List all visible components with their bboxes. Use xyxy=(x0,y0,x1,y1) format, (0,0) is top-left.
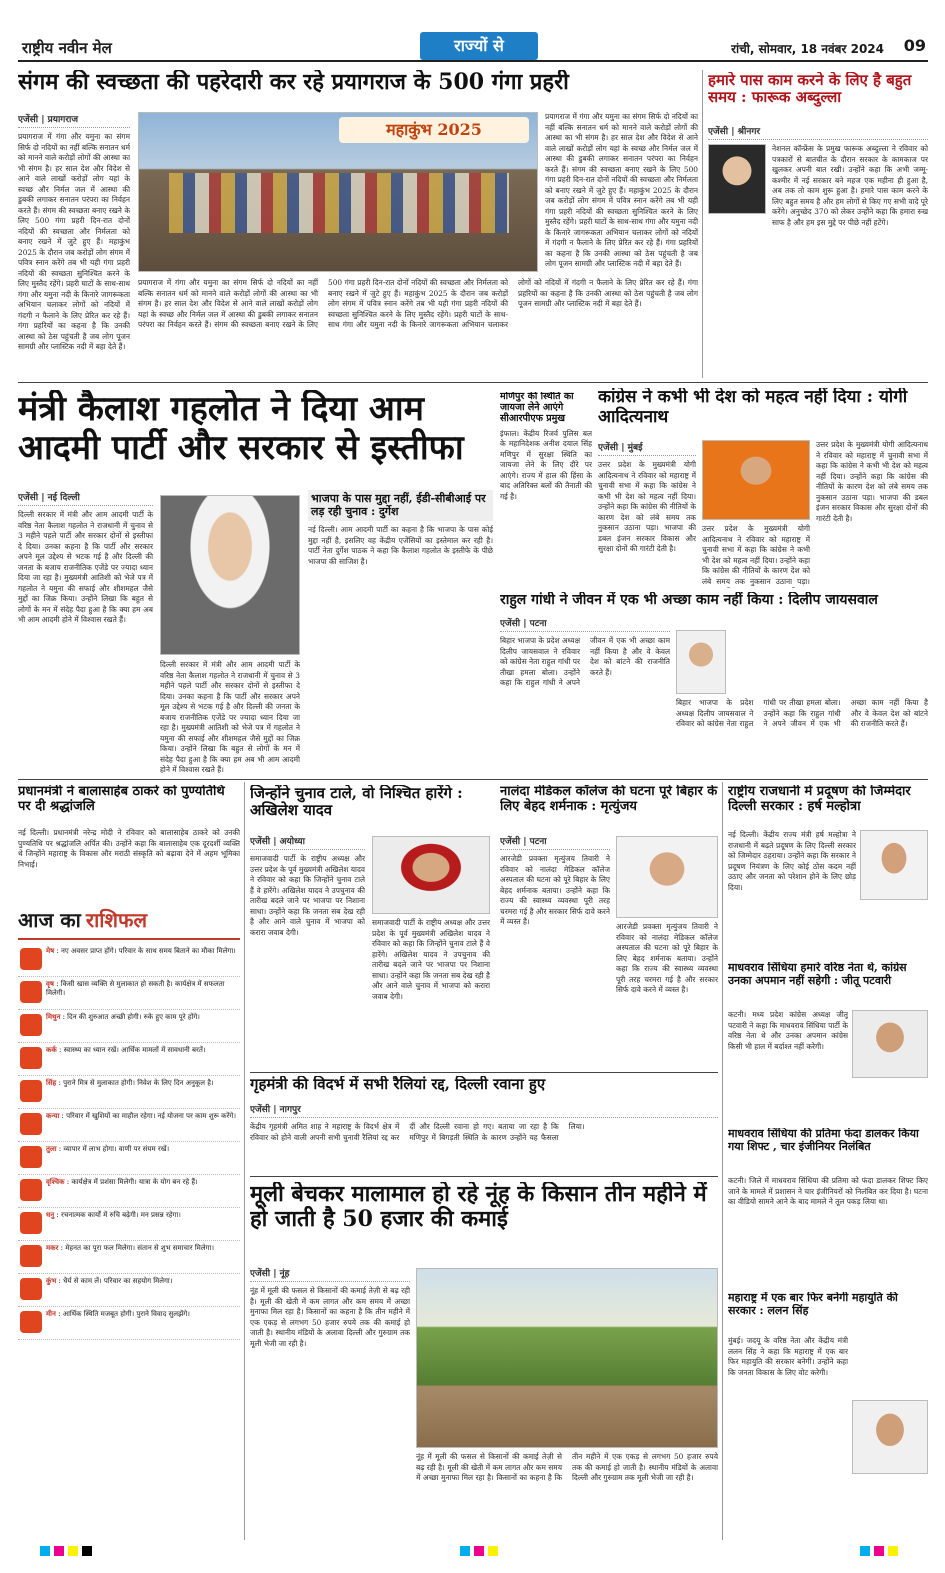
rashi-item: मेष : नए अवसर प्राप्त होंगे। परिवार के साथ समय बिताने का मौका मिलेगा। xyxy=(18,944,240,977)
yogi-photo xyxy=(702,440,810,520)
mahakumbh-badge: महाकुंभ 2025 xyxy=(339,117,529,143)
manipur-headline: मणिपुर की स्थिति का जायजा लेने आएंगे सीआरपीएफ प्रमुख xyxy=(500,392,574,424)
akhilesh-text: समाजवादी पार्टी के राष्ट्रीय अध्यक्ष और उत्तर प्रदेश के पूर्व मुख्यमंत्री अखिलेश यादव ने रविवार को कहा कि जिन्होंने चुनाव टाले हैं वे हारेंगे। अखिलेश यादव ने उपचुनाव की तारीख बदले जाने पर भाजपा पर निशाना साधा। उन्होंने कहा कि जनता सब देख रही है और आने वाले चुनाव में भाजपा को करारा जवाब देगी। xyxy=(250,854,365,937)
rashi-item: मीन : आर्थिक स्थिति मजबूत होगी। पुराने विवाद सुलझेंगे। xyxy=(18,1307,240,1340)
sangam-photo xyxy=(138,112,538,272)
pollution-headline: राष्ट्रीय राजधानी में प्रदूषण की जिम्मेदार दिल्ली सरकार : हर्ष मल्होत्रा xyxy=(728,785,911,814)
akhilesh-headline: जिन्होंने चुनाव टाले, वो निश्चित हारेंगे : अखिलेश यादव xyxy=(250,785,463,820)
registration-mark xyxy=(874,1546,884,1556)
farooq-text: नेशनल कॉन्फ्रेंस के प्रमुख फारूक अब्दुल्ला ने रविवार को पत्रकारों से बातचीत के दौरान सरकार के कामकाज पर खुलकर अपनी बात रखी। उन्होंने कहा कि अभी जम्मू-कश्मीर में नई सरकार बने महज एक महीना ही हुआ है, अब तक तो काम शुरू हुआ है। हमारे पास काम करने के लिए बहुत समय है और हम लोगों से किए गए सभी वादे पूरे करेंगे। अनुच्छेद 370 को लेकर उन्होंने कहा कि हमारा रुख साफ है और हम इस मुद्दे पर पीछे नहीं हटेंगे। xyxy=(772,144,928,227)
rashifal-header xyxy=(18,906,240,940)
pm-headline: प्रधानमंत्री ने बालासाहेब ठाकरे को पुण्यतिथि पर दी श्रद्धांजलि xyxy=(18,785,225,814)
sangam-text-right: प्रयागराज में गंगा और यमुना का संगम सिर्फ दो नदियों का नहीं बल्कि सनातन धर्म को मानने वाले करोड़ों लोगों की आस्था का भी संगम है। हर साल देश और विदेश से आने वाले लाखों करोड़ों लोग यहां के स्वच्छ और निर्मल जल में आस्था की डुबकी लगाकर सनातन परंपरा का निर्वहन करते हैं। संगम की स्वच्छता बनाए रखने के लिए 500 गंगा प्रहरी दिन-रात दोनों नदियों की स्वच्छता और निर्मलता को बनाए रखने में जुटे हुए हैं। महाकुंभ 2025 के दौरान जब करोड़ों लोग संगम में पवित्र स्नान करेंगे तब भी यही गंगा प्रहरी नदियों की स्वच्छता सुनिश्चित करने के लिए मुस्तैद रहेंगे। प्रहरी घाटों के साथ-साथ गंगा और यमुना नदी के किनारे जागरूकता अभियान चलाकर लोगों को नदियों में गंदगी न फैलाने के लिए प्रेरित कर रहे हैं। गंगा प्रहरियों का कहना है कि उनकी आस्था को ठेस पहुंचती है जब लोग पूजन सामग्री और प्लास्टिक नदी में बहा देते हैं। xyxy=(545,112,698,269)
yogi-headline-box xyxy=(598,388,928,436)
farooq-body xyxy=(708,124,928,378)
farooq-byline: एजेंसी | श्रीनगर xyxy=(708,124,928,140)
yogi-byline: एजेंसी | मुंबई xyxy=(598,440,696,456)
sangam-headline: संगम की स्वच्छता की पहरेदारी कर रहे प्रयागराज के 500 गंगा प्रहरी xyxy=(18,70,569,95)
farooq-headline: हमारे पास काम करने के लिए है बहुत समय : फारूक अब्दुल्ला xyxy=(708,72,912,107)
rashi-item: वृश्चिक : कार्यक्षेत्र में प्रशंसा मिलेगी। यात्रा के योग बन रहे हैं। xyxy=(18,1175,240,1208)
yogi-col-mid xyxy=(702,524,810,588)
masthead xyxy=(18,32,928,62)
pisces-icon xyxy=(20,1311,42,1333)
pollution-text: नई दिल्ली। केंद्रीय राज्य मंत्री हर्ष मल्होत्रा ने राजधानी में बढ़ते प्रदूषण के लिए दिल्ली सरकार को जिम्मेदार ठहराया। उन्होंने कहा कि सरकार ने प्रदूषण नियंत्रण के लिए कोई ठोस कदम नहीं उठाए और जनता को परेशान होने के लिए छोड़ दिया। xyxy=(728,830,856,892)
yogi-text-mid: उत्तर प्रदेश के मुख्यमंत्री योगी आदित्यनाथ ने रविवार को महाराष्ट्र में चुनावी सभा में कहा कि कांग्रेस ने कभी भी देश को महत्व नहीं दिया। उन्होंने कहा कि कांग्रेस की नीतियों के कारण देश को लंबे समय तक नुकसान उठाना पड़ा। xyxy=(702,524,810,586)
rahul-body xyxy=(500,616,670,776)
pm-headline-box xyxy=(18,785,240,825)
madhavrao-headline: माधवराव सिंधिया की प्रतिमा फंदा डालकर किया गया शिफ्ट , चार इंजीनियर निलंबित xyxy=(728,1128,919,1153)
registration-mark xyxy=(54,1546,64,1556)
durgesh-headline: भाजपा के पास मुद्दा नहीं, ईडी-सीबीआई पर लड़ रही चुनाव : दुर्गेश xyxy=(308,490,493,521)
kailash-byline: एजेंसी | नई दिल्ली xyxy=(18,490,153,506)
akhilesh-byline: एजेंसी | अयोध्या xyxy=(250,834,365,850)
section-rule-4 xyxy=(250,1176,718,1177)
section-rule xyxy=(18,382,928,383)
dateline: रांची, सोमवार, 18 नवंबर 2024 xyxy=(731,42,884,56)
farooq-headline-box xyxy=(708,72,928,118)
section-banner: राज्यों से xyxy=(420,32,538,60)
yogi-col-left xyxy=(598,440,696,588)
column-divider-3 xyxy=(722,782,723,1540)
akhilesh-headline-box xyxy=(250,785,490,831)
nalanda-col-right xyxy=(616,922,718,1068)
rahul-headline-box xyxy=(500,592,928,612)
kailash-headline: मंत्री कैलाश गहलोत ने दिया आम आदमी पार्टी और सरकार से इस्तीफा xyxy=(18,390,464,469)
page-number: 09 xyxy=(903,36,926,55)
sangam-col-left xyxy=(18,112,130,380)
shah-text: केंद्रीय गृहमंत्री अमित शाह ने महाराष्ट्र के विदर्भ क्षेत्र में रविवार को होने वाली अपनी सभी चुनावी रैलियां रद्द कर दीं और दिल्ली रवाना हो गए। बताया जा रहा है कि मणिपुर में बिगड़ती स्थिति के कारण उन्होंने यह फैसला लिया। xyxy=(250,1122,585,1142)
libra-icon xyxy=(20,1146,42,1168)
sangam-byline: एजेंसी | प्रयागराज xyxy=(18,112,130,128)
rashifal-prefix: आज का xyxy=(18,908,81,932)
maharashtra-body xyxy=(728,1336,848,1536)
lalan-photo xyxy=(852,1400,928,1474)
rashi-item: धनु : रचनात्मक कार्यों में रुचि बढ़ेगी। मन प्रसन्न रहेगा। xyxy=(18,1208,240,1241)
nalanda-text-right: आरजेडी प्रवक्ता मृत्युंजय तिवारी ने रविवार को नालंदा मेडिकल कॉलेज अस्पताल की घटना को पूरे बिहार के लिए बेहद शर्मनाक बताया। उन्होंने कहा कि राज्य की स्वास्थ्य व्यवस्था पूरी तरह चरमरा गई है और सरकार सिर्फ दावे करने में व्यस्त है। xyxy=(616,922,718,995)
nalanda-photo xyxy=(616,836,718,918)
akhilesh-text-right: समाजवादी पार्टी के राष्ट्रीय अध्यक्ष और उत्तर प्रदेश के पूर्व मुख्यमंत्री अखिलेश यादव ने रविवार को कहा कि जिन्होंने चुनाव टाले हैं वे हारेंगे। अखिलेश यादव ने उपचुनाव की तारीख बदले जाने पर भाजपा पर निशाना साधा। उन्होंने कहा कि जनता सब देख रही है और आने वाले चुनाव में भाजपा को करारा जवाब देगी। xyxy=(372,918,490,1001)
nuh-headline: मूली बेचकर मालामाल हो रहे नूंह के किसान तीन महीने में हो जाती है 50 हजार की कमाई xyxy=(250,1182,707,1233)
rashifal-title: राशिफल xyxy=(85,908,148,932)
taurus-icon xyxy=(20,981,42,1003)
jitu-body xyxy=(728,1010,848,1122)
newspaper-logo: राष्ट्रीय नवीन मेल xyxy=(22,39,112,57)
crowd-figures xyxy=(169,173,509,233)
manipur-brief xyxy=(500,392,592,584)
kailash-text: दिल्ली सरकार में मंत्री और आम आदमी पार्टी के वरिष्ठ नेता कैलाश गहलोत ने राजधानी में चुनाव से 3 महीने पहले पार्टी और सरकार दोनों से इस्तीफा दे दिया। उनका कहना है कि पार्टी और सरकार अपने मूल उद्देश्य से भटक गई है और दिल्ली की जनता के बजाय राजनीतिक एजेंडे पर ज्यादा ध्यान दिया जा रहा है। मुख्यमंत्री आतिशी को भेजे पत्र में गहलोत ने यमुना की सफाई और शीशमहल जैसे मुद्दों का जिक्र किया। उन्होंने लिखा कि बहुत से लोगों के मन में संदेह पैदा हुआ है कि क्या हम अब भी आम आदमी होने में विश्वास रखते हैं। xyxy=(18,510,153,625)
rashi-item: वृष : किसी खास व्यक्ति से मुलाकात हो सकती है। कार्यक्षेत्र में सफलता मिलेगी। xyxy=(18,977,240,1010)
nuh-headline-box xyxy=(250,1182,718,1262)
capricorn-icon xyxy=(20,1245,42,1267)
nuh-col-right xyxy=(416,1452,718,1540)
sangam-text-continued: प्रयागराज में गंगा और यमुना का संगम सिर्फ दो नदियों का नहीं बल्कि सनातन धर्म को मानने वाले करोड़ों लोगों की आस्था का भी संगम है। हर साल देश और विदेश से आने वाले लाखों करोड़ों लोग यहां के स्वच्छ और निर्मल जल में आस्था की डुबकी लगाकर सनातन परंपरा का निर्वहन करते हैं। संगम की स्वच्छता बनाए रखने के लिए 500 गंगा प्रहरी दिन-रात दोनों नदियों की स्वच्छता और निर्मलता को बनाए रखने में जुटे हुए हैं। महाकुंभ 2025 के दौरान जब करोड़ों लोग संगम में पवित्र स्नान करेंगे तब भी यही गंगा प्रहरी नदियों की स्वच्छता सुनिश्चित करने के लिए मुस्तैद रहेंगे। प्रहरी घाटों के साथ-साथ गंगा और यमुना नदी के किनारे जागरूकता अभियान चलाकर लोगों को नदियों में गंदगी न फैलाने के लिए प्रेरित कर रहे हैं। गंगा प्रहरियों का कहना है कि उनकी आस्था को ठेस पहुंचती है जब लोग पूजन सामग्री और प्लास्टिक नदी में बहा देते हैं। xyxy=(138,278,698,330)
nuh-col-left xyxy=(250,1266,410,1540)
shah-headline-box xyxy=(250,1076,718,1100)
patwari-photo xyxy=(852,1010,928,1078)
akhilesh-col-right xyxy=(372,918,490,1068)
nalanda-headline-box xyxy=(500,785,718,831)
kailash-photo xyxy=(160,495,300,655)
madhavrao-text: कटनी। जिले में माधवराव सिंधिया की प्रतिमा को फंदा डालकर शिफ्ट किए जाने के मामले में प्रशासन ने चार इंजीनियरों को निलंबित कर दिया है। घटना का वीडियो सामने आने के बाद मामले ने तूल पकड़ लिया था। xyxy=(728,1176,928,1207)
nuh-byline: एजेंसी | नूंह xyxy=(250,1266,410,1282)
virgo-icon xyxy=(20,1113,42,1135)
section-rule-3 xyxy=(250,1072,718,1073)
nuh-text: नूंह में मूली की फसल से किसानों की कमाई तेज़ी से बढ़ रही है। मूली की खेती में कम लागत और कम समय में अच्छा मुनाफा मिल रहा है। किसानों का कहना है कि तीन महीने में एक एकड़ से लगभग 50 हजार रुपये तक की कमाई हो जाती है। स्थानीय मंडियों के अलावा दिल्ली और गुरुग्राम तक मूली भेजी जा रही है। xyxy=(250,1286,410,1348)
farooq-photo xyxy=(708,144,766,214)
shah-body xyxy=(250,1102,718,1174)
rahul-text-right: बिहार भाजपा के प्रदेश अध्यक्ष दिलीप जायसवाल ने रविवार को कांग्रेस नेता राहुल गांधी पर तीखा हमला बोला। उन्होंने कहा कि राहुल गांधी ने अपने जीवन में एक भी अच्छा काम नहीं किया है और वे केवल देश को बांटने की राजनीति करते हैं। xyxy=(676,698,928,729)
maharashtra-text: मुंबई। जदयू के वरिष्ठ नेता और केंद्रीय मंत्री ललन सिंह ने कहा कि महाराष्ट्र में एक बार फिर महायुति की सरकार बनेगी। उन्होंने कहा कि जनता विकास के लिए वोट करेगी। xyxy=(728,1336,848,1377)
yogi-col-right xyxy=(816,440,928,588)
registration-mark xyxy=(888,1546,898,1556)
nalanda-byline: एजेंसी | पटना xyxy=(500,834,610,850)
durgesh-box xyxy=(308,490,493,774)
nalanda-col-left xyxy=(500,834,610,1068)
pollution-body xyxy=(728,830,856,958)
nalanda-headline: नालंदा मेडिकल कॉलेज की घटना पूरे बिहार के लिए बेहद शर्मनाक : मृत्युंजय xyxy=(500,785,718,814)
column-divider xyxy=(702,70,703,378)
column-divider-2 xyxy=(244,782,245,1540)
akhilesh-photo xyxy=(372,836,490,914)
registration-mark xyxy=(68,1546,78,1556)
rahul-text: बिहार भाजपा के प्रदेश अध्यक्ष दिलीप जायसवाल ने रविवार को कांग्रेस नेता राहुल गांधी पर तीखा हमला बोला। उन्होंने कहा कि राहुल गांधी ने अपने जीवन में एक भी अच्छा काम नहीं किया है और वे केवल देश को बांटने की राजनीति करते हैं। xyxy=(500,636,670,688)
aries-icon xyxy=(20,948,42,970)
madhavrao-body xyxy=(728,1176,928,1286)
yogi-headline: कांग्रेस ने कभी भी देश को महत्व नहीं दिया : योगी आदित्यनाथ xyxy=(598,388,908,427)
rahul-headline: राहुल गांधी ने जीवन में एक भी अच्छा काम नहीं किया : दिलीप जायसवाल xyxy=(500,592,878,608)
nalanda-text: आरजेडी प्रवक्ता मृत्युंजय तिवारी ने रविवार को नालंदा मेडिकल कॉलेज अस्पताल की घटना को पूरे बिहार के लिए बेहद शर्मनाक बताया। उन्होंने कहा कि राज्य की स्वास्थ्य व्यवस्था पूरी तरह चरमरा गई है और सरकार सिर्फ दावे करने में व्यस्त है। xyxy=(500,854,610,927)
jitu-text: कटनी। मध्य प्रदेश कांग्रेस अध्यक्ष जीतू पटवारी ने कहा कि माधवराव सिंधिया पार्टी के वरिष्ठ नेता थे और उनका अपमान कांग्रेस किसी भी हाल में बर्दाश्त नहीं करेगी। xyxy=(728,1010,848,1051)
rahul-col-right xyxy=(676,698,928,776)
rashi-item: कर्क : स्वास्थ्य का ध्यान रखें। आर्थिक मामलों में सावधानी बरतें। xyxy=(18,1043,240,1076)
registration-mark xyxy=(82,1546,92,1556)
registration-mark xyxy=(488,1546,498,1556)
cancer-icon xyxy=(20,1047,42,1069)
rashifal-list xyxy=(18,944,240,1540)
scorpio-icon xyxy=(20,1179,42,1201)
rashi-item: कुंभ : धैर्य से काम लें। परिवार का सहयोग मिलेगा। xyxy=(18,1274,240,1307)
sangam-text: प्रयागराज में गंगा और यमुना का संगम सिर्फ दो नदियों का नहीं बल्कि सनातन धर्म को मानने वाले करोड़ों लोगों की आस्था का भी संगम है। हर साल देश और विदेश से आने वाले लाखों करोड़ों लोग यहां के स्वच्छ और निर्मल जल में आस्था की डुबकी लगाकर सनातन परंपरा का निर्वहन करते हैं। संगम की स्वच्छता बनाए रखने के लिए 500 गंगा प्रहरी दिन-रात दोनों नदियों की स्वच्छता और निर्मलता को बनाए रखने में जुटे हुए हैं। महाकुंभ 2025 के दौरान जब करोड़ों लोग संगम में पवित्र स्नान करेंगे तब भी यही गंगा प्रहरी नदियों की स्वच्छता सुनिश्चित करने के लिए मुस्तैद रहेंगे। प्रहरी घाटों के साथ-साथ गंगा और यमुना नदी के किनारे जागरूकता अभियान चलाकर लोगों को नदियों में गंदगी न फैलाने के लिए प्रेरित कर रहे हैं। गंगा प्रहरियों का कहना है कि उनकी आस्था को ठेस पहुंचती है जब लोग पूजन सामग्री और प्लास्टिक नदी में बहा देते हैं। xyxy=(18,132,130,352)
leo-icon xyxy=(20,1080,42,1102)
section-rule-2 xyxy=(18,779,928,780)
kailash-headline-box xyxy=(18,390,493,486)
shah-headline: गृहमंत्री की विदर्भ में सभी रैलियां रद्द, दिल्ली रवाना हुए xyxy=(250,1076,546,1093)
kailash-text-continued: दिल्ली सरकार में मंत्री और आम आदमी पार्टी के वरिष्ठ नेता कैलाश गहलोत ने राजधानी में चुनाव से 3 महीने पहले पार्टी और सरकार दोनों से इस्तीफा दे दिया। उनका कहना है कि पार्टी और सरकार अपने मूल उद्देश्य से भटक गई है और दिल्ली की जनता के बजाय राजनीतिक एजेंडे पर ज्यादा ध्यान दिया जा रहा है। मुख्यमंत्री आतिशी को भेजे पत्र में गहलोत ने यमुना की सफाई और शीशमहल जैसे मुद्दों का जिक्र किया। उन्होंने लिखा कि बहुत से लोगों के मन में संदेह पैदा हुआ है कि क्या हम अब भी आम आदमी होने में विश्वास रखते हैं। xyxy=(160,660,300,774)
madhavrao-headline-box xyxy=(728,1128,928,1172)
sangam-cols xyxy=(138,278,698,380)
akhilesh-col-left xyxy=(250,834,365,1068)
maharashtra-headline: महाराष्ट्र में एक बार फिर बनेगी महायुति की सरकार : ललन सिंह xyxy=(728,1292,898,1317)
registration-mark xyxy=(474,1546,484,1556)
sagittarius-icon xyxy=(20,1212,42,1234)
pollution-headline-box xyxy=(728,785,928,827)
malhotra-photo xyxy=(860,830,928,900)
yogi-text: उत्तर प्रदेश के मुख्यमंत्री योगी आदित्यनाथ ने रविवार को महाराष्ट्र में चुनावी सभा में कहा कि कांग्रेस ने कभी भी देश को महत्व नहीं दिया। उन्होंने कहा कि कांग्रेस की नीतियों के कारण देश को लंबे समय तक नुकसान उठाना पड़ा। भाजपा की डबल इंजन सरकार विकास और सुरक्षा दोनों की गारंटी देती है। xyxy=(598,460,696,554)
rashi-item: तुला : व्यापार में लाभ होगा। वाणी पर संयम रखें। xyxy=(18,1142,240,1175)
yogi-text-right: उत्तर प्रदेश के मुख्यमंत्री योगी आदित्यनाथ ने रविवार को महाराष्ट्र में चुनावी सभा में कहा कि कांग्रेस ने कभी भी देश को महत्व नहीं दिया। उन्होंने कहा कि कांग्रेस की नीतियों के कारण देश को लंबे समय तक नुकसान उठाना पड़ा। भाजपा की डबल इंजन सरकार विकास और सुरक्षा दोनों की गारंटी देती है। xyxy=(816,440,928,523)
rashi-item: कन्या : परिवार में खुशियों का माहौल रहेगा। नई योजना पर काम शुरू करेंगे। xyxy=(18,1109,240,1142)
pm-body xyxy=(18,828,240,900)
radish-farmers-photo xyxy=(416,1268,718,1448)
registration-mark xyxy=(460,1546,470,1556)
maharashtra-headline-box xyxy=(728,1292,928,1332)
rahul-byline: एजेंसी | पटना xyxy=(500,616,670,632)
sangam-col-right xyxy=(545,112,698,272)
manipur-text: इंफाल। केंद्रीय रिजर्व पुलिस बल के महानिदेशक अनीश दयाल सिंह मणिपुर में सुरक्षा स्थिति का जायजा लेने के लिए दौरे पर आएंगे। राज्य में हाल की हिंसा के बाद अतिरिक्त बलों की तैनाती की गई है। xyxy=(500,428,592,501)
gemini-icon xyxy=(20,1014,42,1036)
kailash-col-mid xyxy=(160,660,300,774)
sangam-headline-box xyxy=(18,70,698,100)
rahul-photo xyxy=(676,630,726,694)
aquarius-icon xyxy=(20,1278,42,1300)
shah-byline: एजेंसी | नागपुर xyxy=(250,1102,718,1118)
rashi-item: सिंह : पुराने मित्र से मुलाकात होगी। निवेश के लिए दिन अनुकूल है। xyxy=(18,1076,240,1109)
nuh-text-right: नूंह में मूली की फसल से किसानों की कमाई तेज़ी से बढ़ रही है। मूली की खेती में कम लागत और कम समय में अच्छा मुनाफा मिल रहा है। किसानों का कहना है कि तीन महीने में एक एकड़ से लगभग 50 हजार रुपये तक की कमाई हो जाती है। स्थानीय मंडियों के अलावा दिल्ली और गुरुग्राम तक मूली भेजी जा रही है। xyxy=(416,1452,718,1483)
durgesh-text: नई दिल्ली। आम आदमी पार्टी का कहना है कि भाजपा के पास कोई मुद्दा नहीं है, इसलिए वह केंद्रीय एजेंसियों का इस्तेमाल कर रही है। पार्टी नेता दुर्गेश पाठक ने कहा कि कैलाश गहलोत के इस्तीफे के पीछे भाजपा की साजिश है। xyxy=(308,525,493,566)
pm-text: नई दिल्ली। प्रधानमंत्री नरेन्द्र मोदी ने रविवार को बालासाहेब ठाकरे को उनकी पुण्यतिथि पर श्रद्धांजलि अर्पित की। उन्होंने कहा कि बालासाहेब एक दूरदर्शी व्यक्ति थे जिन्होंने महाराष्ट्र के विकास और मराठी संस्कृति को बढ़ावा देने में अहम भूमिका निभाई। xyxy=(18,828,240,869)
jitu-headline-box xyxy=(728,962,928,1006)
registration-mark xyxy=(860,1546,870,1556)
registration-mark xyxy=(40,1546,50,1556)
rashi-item: मिथुन : दिन की शुरुआत अच्छी होगी। रुके हुए काम पूरे होंगे। xyxy=(18,1010,240,1043)
kailash-col-left xyxy=(18,490,153,774)
jitu-headline: माधवराव सिंधिया हमारे वरिष्ठ नेता थे, कांग्रेस उनका अपमान नहीं सहेगी : जीतू पटवारी xyxy=(728,962,907,987)
rashi-item: मकर : मेहनत का पूरा फल मिलेगा। संतान से शुभ समाचार मिलेगा। xyxy=(18,1241,240,1274)
